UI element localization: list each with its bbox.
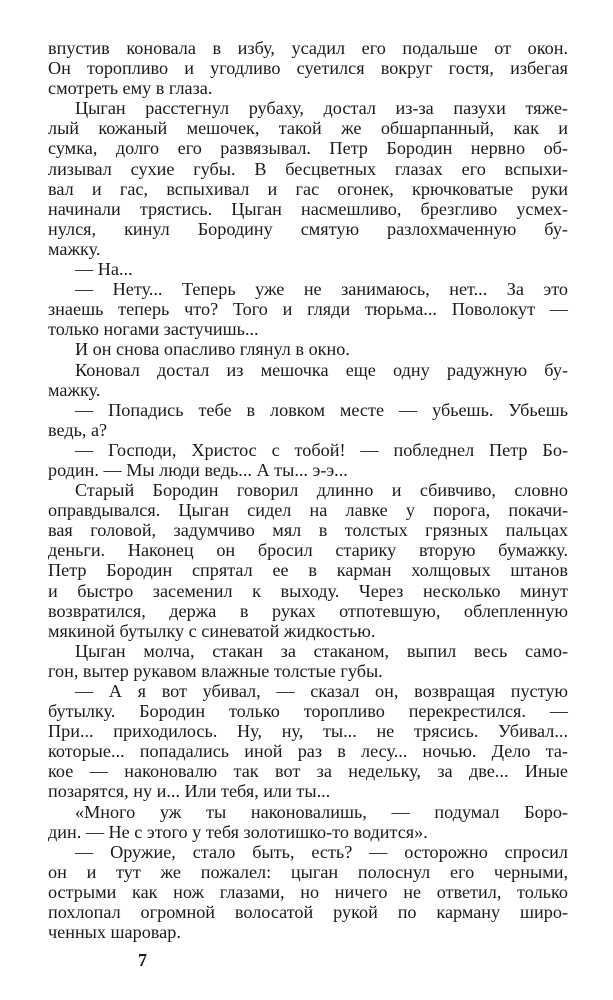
text-line: впустив коновала в избу, усадил его подальше от окон. <box>48 38 568 58</box>
page-body <box>48 38 568 942</box>
text-line: Он торопливо и угодливо суетился вокруг гостя, избегая <box>48 58 568 79</box>
text-line: Цыган молча, стакан за стаканом, выпил весь само- <box>75 640 568 661</box>
text-line: ченных шаровар. <box>48 922 181 943</box>
text-line: сумка, долго его развязывал. Петр Бородин нервно об- <box>48 138 568 159</box>
text-line: — На... <box>75 259 133 280</box>
text-line: Петр Бородин спрятал ее в карман холщовых штанов <box>48 560 568 581</box>
text-line: И он снова опасливо глянул в окно. <box>75 339 350 360</box>
text-line: вал и гас, вспыхивал и гас огонек, крючковатые руки <box>48 178 568 199</box>
text-line: знаешь теперь что? Того и гляди тюрьма... Поволокут — <box>48 299 568 320</box>
text-line: возвратился, держа в руках отпотевшую, облепленную <box>48 600 568 621</box>
text-line: — Попадись тебе в ловком месте — убьешь. Убьешь <box>75 399 568 420</box>
text-line: — Оружие, стало быть, есть? — осторожно спросил <box>75 841 568 862</box>
text-line: родин. — Мы люди ведь... А ты... э-э... <box>48 459 348 480</box>
text-line: смотреть ему в глаза. <box>48 78 213 99</box>
text-line: лизывал сухие губы. В бесцветных глазах его вспыхи- <box>48 158 568 179</box>
text-line: только ногами застучишь... <box>48 319 259 340</box>
text-line: кое — наконовалю так вот за недельку, за две... Иные <box>48 761 568 782</box>
text-line: вая головой, задумчиво мял в толстых грязных пальцах <box>48 520 568 541</box>
text-line: мажку. <box>48 238 101 259</box>
text-line: оправдывался. Цыган сидел на лавке у порога, покачи- <box>48 500 568 521</box>
text-line: похлопал огромной волосатой рукой по карману широ- <box>48 902 568 923</box>
text-line: мякиной бутылку с синеватой жидкостью. <box>48 620 376 641</box>
text-line: дин. — Не с этого у тебя золотишко-то водится». <box>48 821 428 842</box>
text-line: позарятся, ну и... Или тебя, или ты... <box>48 781 331 802</box>
text-line: он и тут же пожалел: цыган полоснул его черными, <box>48 861 568 882</box>
text-line: и быстро засеменил к выходу. Через несколько минут <box>48 580 568 601</box>
text-line: — Господи, Христос с тобой! — побледнел Петр Бо- <box>75 439 568 460</box>
text-line: «Много уж ты наконовалишь, — подумал Боро- <box>75 801 568 822</box>
page-number: 7 <box>138 950 147 970</box>
text-line: Коновал достал из мешочка еще одну радужную бу- <box>75 359 568 380</box>
text-line: мажку. <box>48 379 101 400</box>
text-line: острыми как нож глазами, но ничего не ответил, только <box>48 881 568 902</box>
text-line: ведь, а? <box>48 419 108 440</box>
text-line: Старый Бородин говорил длинно и сбивчиво, словно <box>75 480 568 501</box>
text-line: — А я вот убивал, — сказал он, возвращая пустую <box>75 681 568 701</box>
text-line: гон, вытер рукавом влажные толстые губы. <box>48 660 383 681</box>
text-line: которые... попадались иной раз в лесу... ночью. Дело та- <box>48 741 568 762</box>
text-line: Цыган расстегнул рубаху, достал из-за пазухи тяже- <box>75 98 568 119</box>
text-line: — Нету... Теперь уже не занимаюсь, нет... За это <box>75 279 568 300</box>
text-line: При... приходилось. Ну, ну, ты... не трясись. Убивал... <box>48 721 568 742</box>
text-line: нулся, кинул Бородину смятую разлохмаченную бу- <box>48 218 568 239</box>
text-line: бутылку. Бородин только торопливо перекрестился. — <box>48 701 568 722</box>
text-line: лый кожаный мешочек, такой же обшарпанный, как и <box>48 118 568 139</box>
text-line: начинали трястись. Цыган насмешливо, брезгливо усмех- <box>48 198 568 219</box>
text-line: деньги. Наконец он бросил старику вторую бумажку. <box>48 540 568 561</box>
